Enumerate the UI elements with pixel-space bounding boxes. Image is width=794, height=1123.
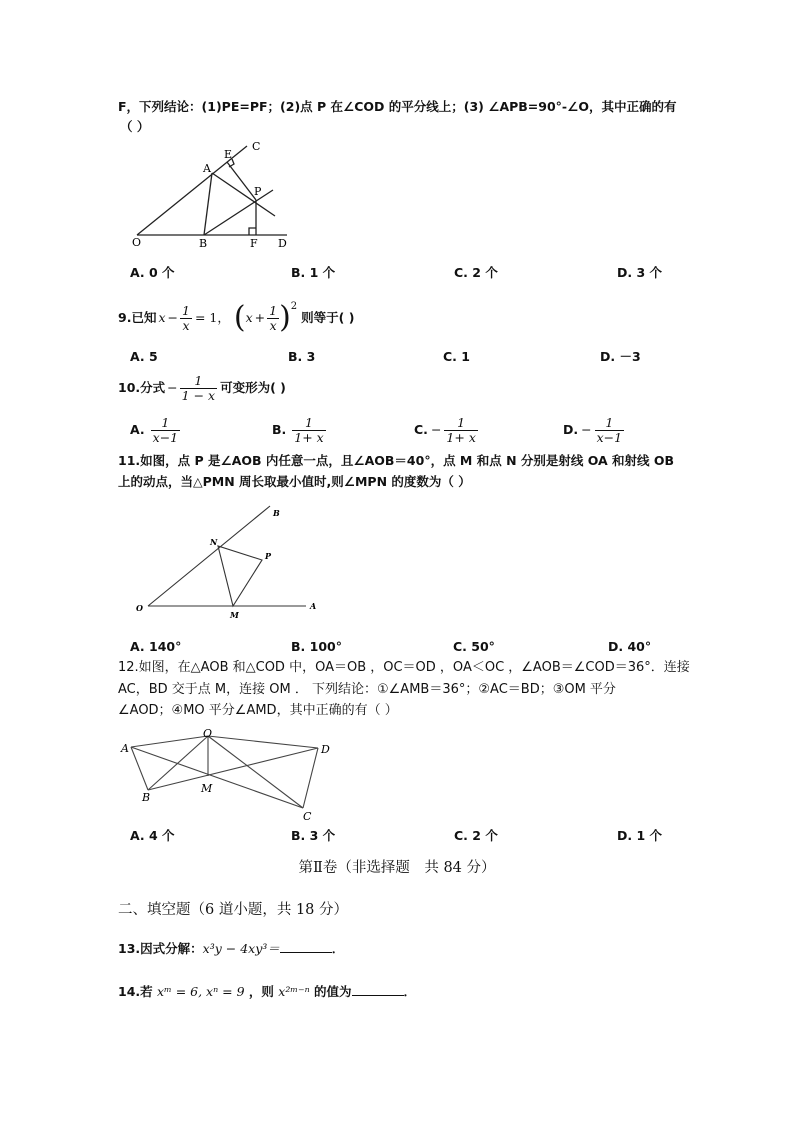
q10-minus: − xyxy=(167,380,178,395)
q12-label-b: B xyxy=(142,791,151,804)
q8-stem-line1: F，下列结论：(1)PE=PF；(2)点 P 在∠COD 的平分线上；(3) ∠APB=90°-∠O，其中正确的有 xyxy=(118,99,677,114)
q11-option-b: B. 100° xyxy=(291,639,342,654)
q9-cond-minus: − xyxy=(167,310,178,325)
q14-expression: x²ᵐ⁻ⁿ xyxy=(278,984,310,999)
q8-option-c: C. 2 个 xyxy=(454,265,498,280)
q10-prefix: 10.分式 xyxy=(118,380,166,395)
q9-exponent: 2 xyxy=(290,301,298,312)
q9-open-paren: ( xyxy=(233,300,246,335)
q13-expression: x³y − 4xy³＝ xyxy=(202,941,280,956)
q9-cond-eq: = 1， xyxy=(194,310,230,325)
q11-option-a: A. 140° xyxy=(130,639,182,654)
q14-condition: xᵐ = 6, xⁿ = 9 xyxy=(157,984,245,999)
q8-figure xyxy=(125,138,300,253)
section2-title: 第Ⅱ卷（非选择题 共 84 分） xyxy=(298,860,496,876)
q12-label-d: D xyxy=(321,743,330,756)
q9-option-d: D. －3 xyxy=(600,349,641,364)
q9-option-c: C. 1 xyxy=(443,349,470,364)
q8-label-d: D xyxy=(278,237,287,250)
q9-stem xyxy=(118,296,354,340)
q11-label-n: N xyxy=(210,537,218,547)
q9-cond-fraction: $\frac{1}{x}$ xyxy=(182,302,190,333)
q11-option-c: C. 50° xyxy=(453,639,495,654)
q12-label-o: O xyxy=(203,727,213,740)
q8-label-c: C xyxy=(252,140,261,153)
q9-cond-x: x xyxy=(158,310,166,325)
q12-figure xyxy=(115,726,345,821)
q12-option-b: B. 3 个 xyxy=(291,828,336,843)
q12-option-a: A. 4 个 xyxy=(130,828,175,843)
q9-suffix: 则等于( ) xyxy=(301,310,355,325)
q9-expr-plus: + xyxy=(254,310,266,325)
q14-mid: ，则 xyxy=(248,984,274,999)
q13-prefix: 13.因式分解： xyxy=(118,941,203,956)
section2-heading: 二、填空题（6 道小题，共 18 分） xyxy=(118,902,349,918)
q8-label-a: A xyxy=(203,162,211,175)
q10-option-a: A. $\frac{1}{x-1}$ xyxy=(130,414,179,445)
q11-label-p: P xyxy=(265,551,272,561)
q10-fraction: $\frac{1}{1 - x}$ xyxy=(181,372,216,403)
q12-stem-line2: AC，BD 交于点 M，连接 OM ． 下列结论：①∠AMB＝36°；②AC＝BD；③OM 平分 xyxy=(118,682,616,697)
q10-suffix: 可变形为( ) xyxy=(220,380,286,395)
q8-option-a: A. 0 个 xyxy=(130,265,175,280)
q11-label-a: A xyxy=(310,601,317,611)
q11-stem-line2: 上的动点，当△PMN 周长取最小值时,则∠MPN 的度数为（ ） xyxy=(118,474,471,489)
q12-label-a: A xyxy=(121,742,129,755)
q12-stem-line1: 12.如图，在△AOB 和△COD 中，OA＝OB ，OC＝OD ，OA＜OC ，∠AOB＝∠COD＝36°．连接 xyxy=(118,660,690,675)
q9-close-paren: ) xyxy=(279,300,291,335)
q8-label-p: P xyxy=(254,185,262,198)
q12-option-d: D. 1 个 xyxy=(617,828,663,843)
q11-label-o: O xyxy=(136,603,143,613)
q12-option-c: C. 2 个 xyxy=(454,828,498,843)
q11-label-b: B xyxy=(273,508,280,518)
q9-option-b: B. 3 xyxy=(288,349,316,364)
q12-label-c: C xyxy=(303,810,312,821)
q9-option-a: A. 5 xyxy=(130,349,158,364)
q13-answer-blank[interactable] xyxy=(280,940,332,953)
q14-answer-blank[interactable] xyxy=(352,983,404,996)
q8-label-f: F xyxy=(250,237,258,250)
q8-option-b: B. 1 个 xyxy=(291,265,336,280)
q9-expr-x: x xyxy=(245,310,253,325)
q9-expr-fraction: $\frac{1}{x}$ xyxy=(269,302,278,333)
q10-stem xyxy=(118,368,286,408)
q14-suffix: 的值为 xyxy=(314,984,352,999)
q11-figure xyxy=(130,500,330,625)
q12-stem-line3: ∠AOD；④MO 平分∠AMD，其中正确的有（ ） xyxy=(118,703,398,718)
q11-option-d: D. 40° xyxy=(608,639,652,654)
q8-option-d: D. 3 个 xyxy=(617,265,663,280)
q10-option-c: C. − $\frac{1}{1+ x}$ xyxy=(414,414,476,445)
q9-prefix: 9.已知 xyxy=(118,310,157,325)
q11-label-m: M xyxy=(230,610,239,620)
q11-stem-line1: 11.如图，点 P 是∠AOB 内任意一点，且∠AOB＝40°，点 M 和点 N 分别是射线 OA 和射线 OB xyxy=(118,453,675,468)
q8-label-o: O xyxy=(132,236,142,249)
q14-end: ． xyxy=(403,984,417,999)
q14-prefix: 14.若 xyxy=(118,984,153,999)
q8-label-e: E xyxy=(224,148,233,161)
q8-label-b: B xyxy=(199,237,208,250)
q13-stem xyxy=(118,940,344,958)
q10-option-b: B. $\frac{1}{1+ x}$ xyxy=(272,414,324,445)
q12-label-m: M xyxy=(201,782,213,795)
q14-stem xyxy=(118,983,416,1001)
q13-suffix: ． xyxy=(331,941,345,956)
q8-stem-line2: （ ） xyxy=(120,119,150,134)
q10-option-d: D. − $\frac{1}{x-1}$ xyxy=(563,414,623,445)
